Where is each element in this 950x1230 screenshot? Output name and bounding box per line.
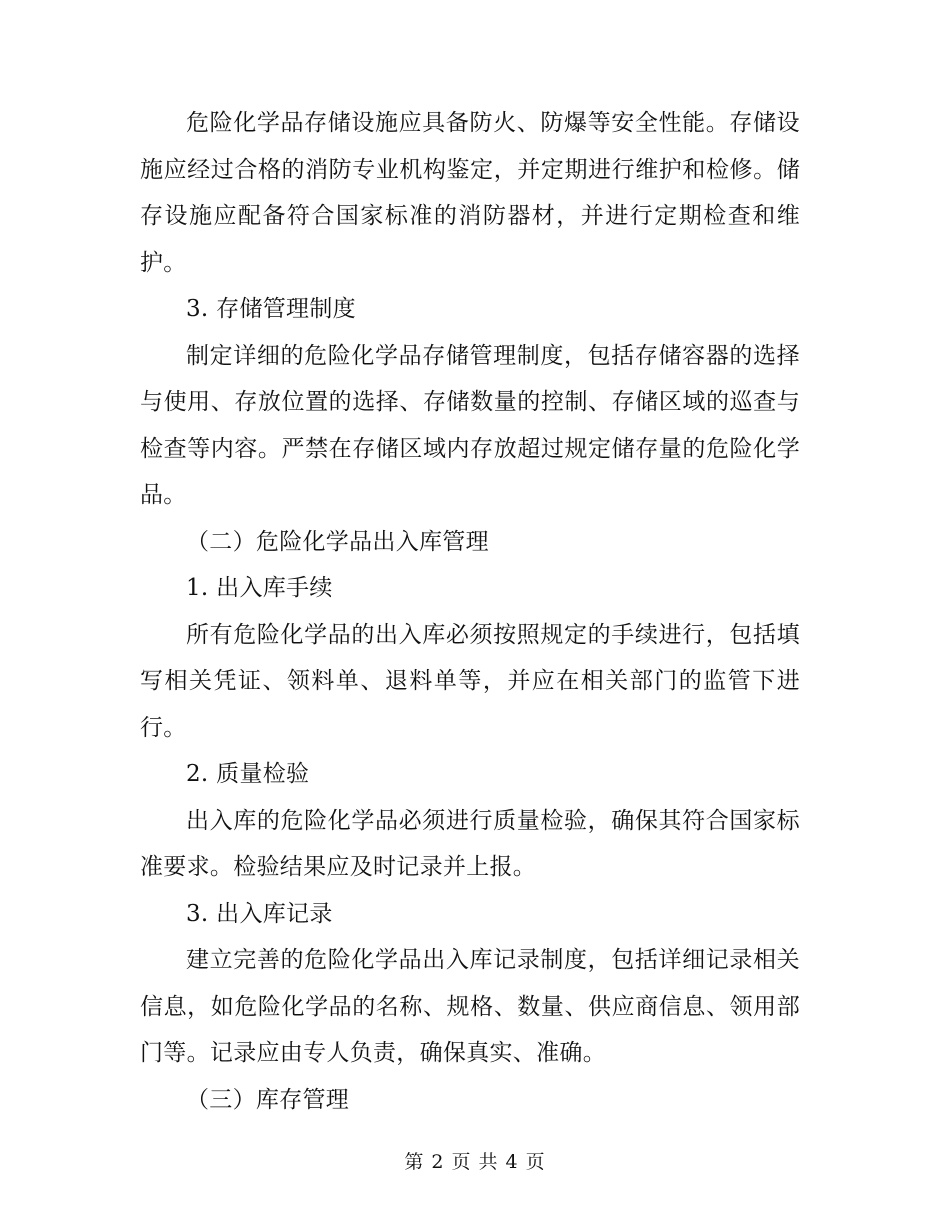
heading-inbound-outbound-procedures: 1. 出入库手续 xyxy=(186,575,333,601)
paragraph-inbound-outbound-procedures: 所有危险化学品的出入库必须按照规定的手续进行，包括填写相关凭证、领料单、退料单等，并应在相关部门的监管下进行。 xyxy=(140,621,800,741)
paragraph-quality-inspection: 出入库的危险化学品必须进行质量检验，确保其符合国家标准要求。检验结果应及时记录并上报。 xyxy=(140,807,800,880)
page-number-footer: 第 2 页 共 4 页 xyxy=(404,1151,546,1173)
heading-quality-inspection: 2. 质量检验 xyxy=(186,761,310,787)
section-heading-inventory-management: （三）库存管理 xyxy=(186,1086,350,1113)
paragraph-storage-facilities: 危险化学品存储设施应具备防火、防爆等安全性能。存储设施应经过合格的消防专业机构鉴定，并定期进行维护和检修。储存设施应配备符合国家标准的消防器材，并进行定期检查和维护。 xyxy=(140,110,800,276)
paragraph-inbound-outbound-records: 建立完善的危险化学品出入库记录制度，包括详细记录相关信息，如危险化学品的名称、规格、数量、供应商信息、领用部门等。记录应由专人负责，确保真实、准确。 xyxy=(140,947,800,1066)
document-body xyxy=(140,100,800,1123)
section-heading-inbound-outbound: （二）危险化学品出入库管理 xyxy=(186,528,489,555)
heading-inbound-outbound-records: 3. 出入库记录 xyxy=(186,900,333,927)
paragraph-storage-management-system: 制定详细的危险化学品存储管理制度，包括存储容器的选择与使用、存放位置的选择、存储数量的控制、存储区域的巡查与检查等内容。严禁在存储区域内存放超过规定储存量的危险化学品。 xyxy=(140,342,800,508)
heading-storage-management-system: 3. 存储管理制度 xyxy=(186,296,356,322)
